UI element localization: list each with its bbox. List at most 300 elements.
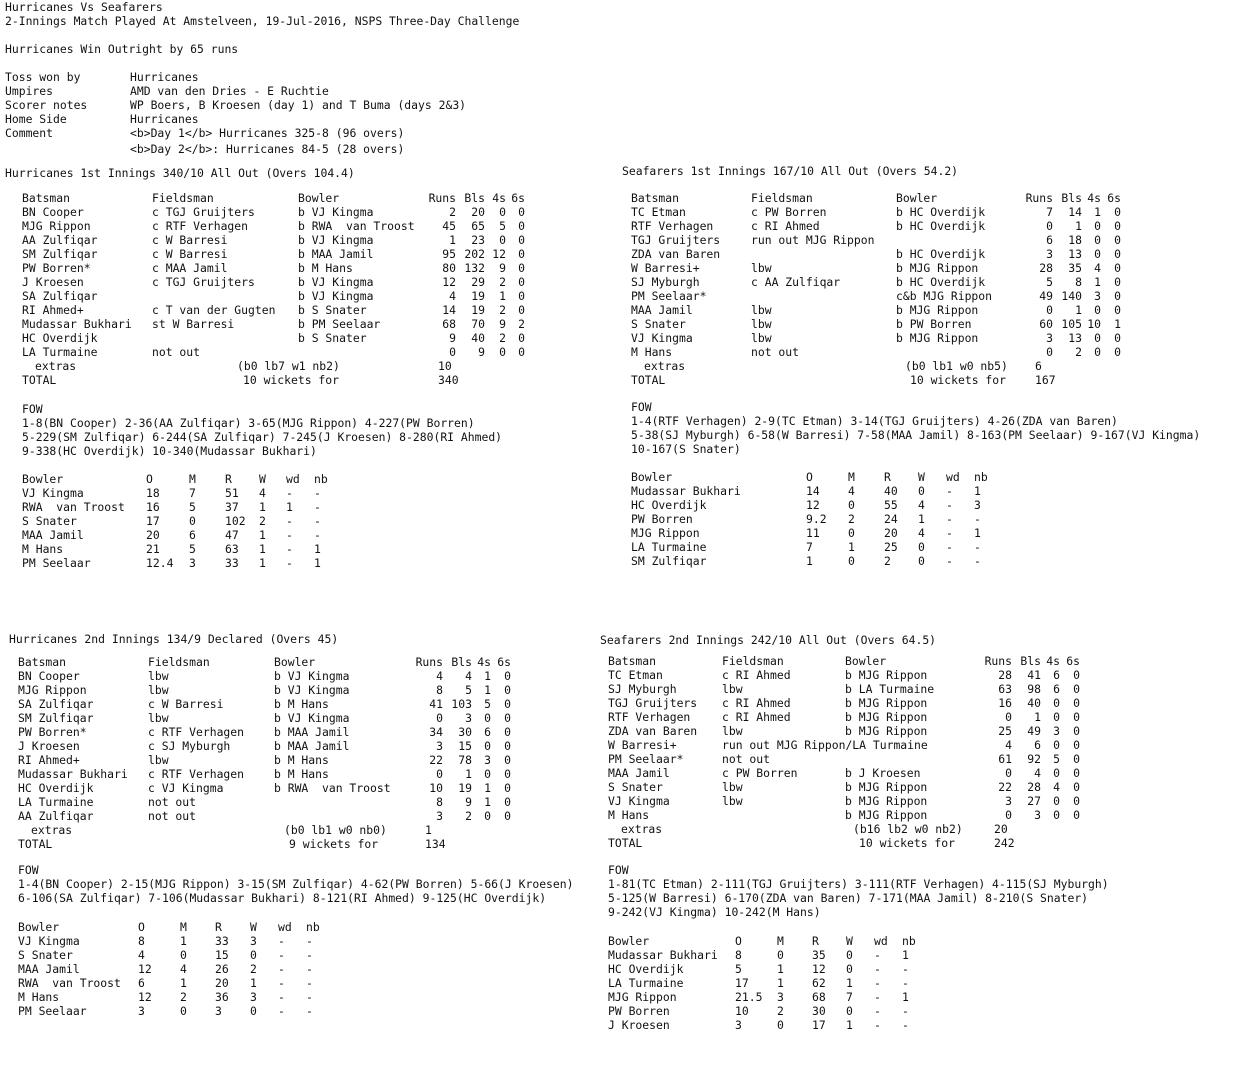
- runs-cell: 49: [1039, 289, 1053, 303]
- info-label: Umpires: [5, 84, 54, 98]
- wickets-cell: 0: [250, 1004, 257, 1018]
- batsman-name: BN Cooper: [22, 205, 84, 219]
- bowling-row: [5, 500, 595, 514]
- wickets-cell: W: [846, 934, 853, 948]
- info-value: Hurricanes: [130, 70, 199, 84]
- bowler-name: LA Turmaine: [631, 540, 707, 554]
- sixes-cell: 0: [504, 767, 511, 781]
- noballs-cell: -: [902, 1018, 909, 1032]
- bowling-row: [600, 976, 1220, 990]
- runs-conceded-cell: 3: [215, 1004, 222, 1018]
- balls-cell: 40: [1027, 696, 1041, 710]
- runs-cell: Runs: [415, 655, 443, 669]
- dismissal-bowler: b MJG Rippon: [845, 780, 928, 794]
- sixes-cell: 0: [518, 233, 525, 247]
- runs-cell: 0: [436, 711, 443, 725]
- wides-cell: wd: [874, 934, 888, 948]
- maidens-cell: 1: [180, 934, 187, 948]
- wickets-cell: 3: [250, 934, 257, 948]
- batsman-name: LA Turmaine: [22, 345, 98, 359]
- noballs-cell: 1: [974, 526, 981, 540]
- sixes-cell: 0: [1114, 205, 1121, 219]
- sixes-cell: 0: [504, 809, 511, 823]
- bowling-row: [9, 934, 599, 948]
- dismissal-bowler: b MJG Rippon: [845, 696, 928, 710]
- bowler-name: J Kroesen: [608, 1018, 670, 1032]
- batting-row: [9, 669, 599, 683]
- fours-cell: 0: [1094, 233, 1101, 247]
- fow-line: 1-8(BN Cooper) 2-36(AA Zulfiqar) 3-65(MJG Rippon) 4-227(PW Borren): [22, 416, 475, 430]
- fours-cell: 0: [1053, 794, 1060, 808]
- total-value: 167: [1035, 373, 1056, 387]
- wickets-cell: 1: [846, 1018, 853, 1032]
- info-value: WP Boers, B Kroesen (day 1) and T Buma (days 2&3): [130, 98, 467, 112]
- balls-cell: 4: [465, 669, 472, 683]
- info-value: <b>Day 1</b> Hurricanes 325-8 (96 overs): [130, 126, 405, 140]
- wickets-text: 9 wickets for: [289, 837, 379, 851]
- dismissal-fieldsman: c AA Zulfiqar: [751, 275, 841, 289]
- runs-cell: 4: [1005, 738, 1012, 752]
- sixes-cell: 6s: [1066, 654, 1080, 668]
- wides-cell: -: [874, 1018, 881, 1032]
- runs-conceded-cell: 37: [225, 500, 239, 514]
- balls-cell: 1: [1075, 219, 1082, 233]
- dismissal-fieldsman: c TGJ Gruijters: [152, 275, 255, 289]
- total-label: TOTAL: [18, 837, 53, 851]
- sixes-cell: 0: [1114, 303, 1121, 317]
- balls-cell: 65: [471, 219, 485, 233]
- maidens-cell: 3: [189, 556, 196, 570]
- overs-cell: 12.4: [146, 556, 174, 570]
- wickets-cell: 1: [259, 542, 266, 556]
- sixes-cell: 0: [504, 781, 511, 795]
- batsman-name: AA Zulfiqar: [18, 809, 94, 823]
- noballs-cell: -: [314, 500, 321, 514]
- overs-cell: 12: [138, 990, 152, 1004]
- runs-conceded-cell: 35: [812, 948, 826, 962]
- runs-conceded-cell: 36: [215, 990, 229, 1004]
- maidens-cell: 7: [189, 486, 196, 500]
- fow-line: 6-106(SA Zulfiqar) 7-106(Mudassar Bukhari) 8-121(RI Ahmed) 9-125(HC Overdijk): [18, 891, 547, 905]
- noballs-cell: -: [306, 976, 313, 990]
- maidens-cell: 0: [777, 948, 784, 962]
- runs-cell: 22: [429, 753, 443, 767]
- dismissal-fieldsman: c W Barresi: [152, 247, 228, 261]
- batsman-name: PM Seelaar*: [631, 289, 707, 303]
- maidens-cell: 2: [180, 990, 187, 1004]
- sixes-cell: 0: [504, 739, 511, 753]
- bowler-name: MJG Rippon: [631, 526, 700, 540]
- wickets-cell: 1: [259, 528, 266, 542]
- runs-conceded-cell: 20: [215, 976, 229, 990]
- maidens-cell: M: [777, 934, 784, 948]
- bowling-row: [5, 556, 595, 570]
- innings-hurricanes-2nd: [9, 632, 599, 1032]
- batsman-name: SM Zulfiqar: [22, 247, 98, 261]
- balls-cell: 23: [471, 233, 485, 247]
- dismissal-fieldsman: lbw: [751, 261, 772, 275]
- dismissal-bowler: b HC Overdijk: [896, 247, 986, 261]
- wides-cell: -: [286, 514, 293, 528]
- dismissal-bowler: b MJG Rippon: [896, 303, 979, 317]
- innings-title: Seafarers 1st Innings 167/10 All Out (Overs 54.2): [622, 164, 959, 178]
- balls-cell: 13: [1068, 247, 1082, 261]
- bowler-name: M Hans: [18, 990, 60, 1004]
- dismissal-fieldsman: lbw: [722, 780, 743, 794]
- runs-cell: 68: [442, 317, 456, 331]
- dismissal-bowler: b PW Borren: [896, 317, 972, 331]
- runs-conceded-cell: 24: [884, 512, 898, 526]
- batsman-name: W Barresi+: [608, 738, 677, 752]
- dismissal-bowler: Bowler: [274, 655, 316, 669]
- sixes-cell: 0: [518, 303, 525, 317]
- batsman-name: MAA Jamil: [631, 303, 693, 317]
- sixes-cell: 0: [518, 275, 525, 289]
- dismissal-bowler: b VJ Kingma: [274, 669, 350, 683]
- bowler-name: MAA Jamil: [18, 962, 80, 976]
- maidens-cell: M: [180, 920, 187, 934]
- dismissal-bowler: b HC Overdijk: [896, 219, 986, 233]
- runs-cell: 34: [429, 725, 443, 739]
- fours-cell: 5: [499, 219, 506, 233]
- sixes-cell: 0: [504, 697, 511, 711]
- balls-cell: 105: [1061, 317, 1082, 331]
- overs-cell: 3: [735, 1018, 742, 1032]
- runs-conceded-cell: 63: [225, 542, 239, 556]
- overs-cell: 17: [735, 976, 749, 990]
- fours-cell: 4s: [477, 655, 491, 669]
- fours-cell: 9: [499, 317, 506, 331]
- info-row: [5, 126, 605, 140]
- maidens-cell: 0: [189, 514, 196, 528]
- runs-conceded-cell: R: [884, 470, 891, 484]
- fours-cell: 0: [1053, 696, 1060, 710]
- balls-cell: 8: [1075, 275, 1082, 289]
- wides-cell: -: [874, 1004, 881, 1018]
- dismissal-fieldsman: c W Barresi: [148, 697, 224, 711]
- maidens-cell: 2: [777, 1004, 784, 1018]
- fow-line: 5-125(W Barresi) 6-170(ZDA van Baren) 7-171(MAA Jamil) 8-210(S Snater): [608, 891, 1089, 905]
- sixes-cell: 0: [1073, 794, 1080, 808]
- fours-cell: 2: [499, 303, 506, 317]
- noballs-cell: -: [902, 976, 909, 990]
- maidens-cell: M: [189, 472, 196, 486]
- runs-cell: 4: [436, 669, 443, 683]
- balls-cell: 14: [1068, 205, 1082, 219]
- wickets-cell: 0: [250, 948, 257, 962]
- batsman-name: PW Borren*: [22, 261, 91, 275]
- batsman-name: RTF Verhagen: [631, 219, 714, 233]
- batting-row: [600, 780, 1220, 794]
- balls-cell: 3: [1034, 808, 1041, 822]
- fow-label: FOW: [22, 402, 43, 416]
- maidens-cell: 5: [189, 542, 196, 556]
- batsman-name: J Kroesen: [18, 739, 80, 753]
- wides-cell: -: [278, 948, 285, 962]
- batting-row: [600, 710, 1220, 724]
- extras-total: 20: [994, 822, 1008, 836]
- wides-cell: -: [278, 990, 285, 1004]
- extras-detail: (b0 lb1 w0 nb0): [284, 823, 387, 837]
- dismissal-bowler: b MJG Rippon: [845, 668, 928, 682]
- sixes-cell: 0: [518, 205, 525, 219]
- fow-label: FOW: [608, 863, 629, 877]
- sixes-cell: 6s: [1107, 191, 1121, 205]
- balls-cell: 40: [471, 331, 485, 345]
- dismissal-fieldsman: c RTF Verhagen: [148, 767, 245, 781]
- balls-cell: 20: [471, 205, 485, 219]
- dismissal-fieldsman: c RI Ahmed: [722, 696, 791, 710]
- info-value: Hurricanes: [130, 112, 199, 126]
- overs-cell: 4: [138, 948, 145, 962]
- dismissal-bowler: b MJG Rippon: [845, 710, 928, 724]
- runs-conceded-cell: 30: [812, 1004, 826, 1018]
- balls-cell: 4: [1034, 766, 1041, 780]
- batting-row: [600, 682, 1220, 696]
- info-label: Comment: [5, 126, 54, 140]
- runs-cell: 0: [1046, 345, 1053, 359]
- bowler-name: HC Overdijk: [631, 498, 707, 512]
- batting-row: [9, 767, 599, 781]
- extras-detail: (b0 lb7 w1 nb2): [237, 359, 340, 373]
- extras-detail: (b16 lb2 w0 nb2): [853, 822, 963, 836]
- runs-cell: 80: [442, 261, 456, 275]
- bowling-header: [5, 472, 595, 486]
- maidens-cell: 0: [848, 526, 855, 540]
- bowling-row: [622, 512, 1232, 526]
- bowler-name: MAA Jamil: [22, 528, 84, 542]
- fow-line: 1-4(BN Cooper) 2-15(MJG Rippon) 3-15(SM Zulfiqar) 4-62(PW Borren) 5-66(J Kroesen): [18, 877, 574, 891]
- dismissal-fieldsman: not out: [152, 345, 201, 359]
- dismissal-fieldsman: lbw: [148, 669, 169, 683]
- runs-conceded-cell: 47: [225, 528, 239, 542]
- balls-cell: 41: [1027, 668, 1041, 682]
- noballs-cell: -: [306, 934, 313, 948]
- batsman-name: SM Zulfiqar: [18, 711, 94, 725]
- dismissal-fieldsman: c W Barresi: [152, 233, 228, 247]
- bowling-row: [9, 976, 599, 990]
- runs-cell: 3: [1046, 331, 1053, 345]
- balls-cell: 132: [464, 261, 485, 275]
- bowling-row: [600, 962, 1220, 976]
- overs-cell: 10: [735, 1004, 749, 1018]
- runs-conceded-cell: R: [225, 472, 232, 486]
- dismissal-bowler: b VJ Kingma: [298, 289, 374, 303]
- balls-cell: 15: [458, 739, 472, 753]
- runs-cell: Runs: [428, 191, 456, 205]
- maidens-cell: 0: [848, 498, 855, 512]
- runs-cell: 2: [449, 205, 456, 219]
- batsman-name: TGJ Gruijters: [608, 696, 698, 710]
- runs-cell: 0: [449, 345, 456, 359]
- info-row: [5, 98, 605, 112]
- wides-cell: -: [278, 934, 285, 948]
- batsman-name: SA Zulfiqar: [22, 289, 98, 303]
- total-row: [5, 373, 595, 387]
- fours-cell: 0: [484, 711, 491, 725]
- dismissal-fieldsman: not out: [722, 752, 771, 766]
- runs-conceded-cell: 2: [884, 554, 891, 568]
- maidens-cell: 0: [777, 1018, 784, 1032]
- dismissal-fieldsman: not out: [751, 345, 800, 359]
- dismissal-bowler: b RWA van Troost: [298, 219, 415, 233]
- info-value: <b>Day 2</b>: Hurricanes 84-5 (28 overs): [130, 142, 405, 156]
- batting-row: [9, 683, 599, 697]
- bowler-name: Bowler: [631, 470, 673, 484]
- noballs-cell: -: [306, 962, 313, 976]
- batsman-name: MJG Rippon: [22, 219, 91, 233]
- balls-cell: 18: [1068, 233, 1082, 247]
- balls-cell: 98: [1027, 682, 1041, 696]
- dismissal-bowler: b MJG Rippon: [845, 794, 928, 808]
- dismissal-fieldsman: lbw: [148, 753, 169, 767]
- batsman-name: SJ Myburgh: [631, 275, 700, 289]
- fours-cell: 5: [1053, 752, 1060, 766]
- balls-cell: Bls: [1061, 191, 1082, 205]
- bowler-name: PM Seelaar: [18, 1004, 87, 1018]
- dismissal-fieldsman: lbw: [148, 711, 169, 725]
- noballs-cell: -: [974, 512, 981, 526]
- wickets-cell: W: [250, 920, 257, 934]
- fours-cell: 1: [484, 795, 491, 809]
- innings-seafarers-2nd: [600, 633, 1220, 1043]
- noballs-cell: -: [902, 1004, 909, 1018]
- noballs-cell: 1: [974, 484, 981, 498]
- balls-cell: 202: [464, 247, 485, 261]
- wickets-cell: 2: [250, 962, 257, 976]
- runs-cell: 1: [449, 233, 456, 247]
- extras-label: extras: [31, 823, 73, 837]
- fow-line: 1-81(TC Etman) 2-111(TGJ Gruijters) 3-111(RTF Verhagen) 4-115(SJ Myburgh): [608, 877, 1109, 891]
- bowler-name: PW Borren: [608, 1004, 670, 1018]
- batting-row: [622, 233, 1232, 247]
- batsman-name: RI Ahmed+: [18, 753, 80, 767]
- fours-cell: 0: [499, 205, 506, 219]
- overs-cell: 7: [806, 540, 813, 554]
- bowler-name: S Snater: [18, 948, 73, 962]
- fours-cell: 0: [484, 767, 491, 781]
- noballs-cell: 1: [314, 556, 321, 570]
- wides-cell: -: [946, 512, 953, 526]
- wides-cell: -: [874, 948, 881, 962]
- innings-hurricanes-1st: [5, 166, 595, 576]
- maidens-cell: 4: [848, 484, 855, 498]
- bowler-name: Mudassar Bukhari: [608, 948, 718, 962]
- sixes-cell: 2: [518, 317, 525, 331]
- batsman-name: VJ Kingma: [631, 331, 693, 345]
- dismissal-fieldsman: c RI Ahmed: [722, 710, 791, 724]
- wides-cell: -: [874, 990, 881, 1004]
- noballs-cell: -: [974, 554, 981, 568]
- noballs-cell: -: [974, 540, 981, 554]
- wickets-text: 10 wickets for: [859, 836, 956, 850]
- overs-cell: 8: [735, 948, 742, 962]
- dismissal-fieldsman: c RI Ahmed: [751, 219, 820, 233]
- runs-cell: 0: [1005, 766, 1012, 780]
- fours-cell: 0: [484, 739, 491, 753]
- batting-row: [622, 261, 1232, 275]
- batsman-name: HC Overdijk: [22, 331, 98, 345]
- dismissal-fieldsman: lbw: [751, 303, 772, 317]
- fours-cell: 4: [1053, 780, 1060, 794]
- bowler-name: Bowler: [608, 934, 650, 948]
- sixes-cell: 0: [518, 331, 525, 345]
- noballs-cell: nb: [974, 470, 988, 484]
- dismissal-bowler: b MJG Rippon: [896, 331, 979, 345]
- runs-conceded-cell: 68: [812, 990, 826, 1004]
- dismissal-fieldsman: lbw: [751, 317, 772, 331]
- extras-total: 10: [438, 359, 452, 373]
- bowler-name: Bowler: [22, 472, 64, 486]
- fours-cell: 1: [1094, 205, 1101, 219]
- bowling-row: [600, 990, 1220, 1004]
- batting-row: [600, 724, 1220, 738]
- total-value: 340: [438, 373, 459, 387]
- balls-cell: 70: [471, 317, 485, 331]
- dismissal-fieldsman: Fieldsman: [722, 654, 784, 668]
- batting-row: [622, 289, 1232, 303]
- dismissal-bowler: b S Snater: [298, 331, 367, 345]
- batting-row: [600, 794, 1220, 808]
- batsman-name: M Hans: [631, 345, 673, 359]
- balls-cell: 6: [1034, 738, 1041, 752]
- extras-label: extras: [644, 359, 686, 373]
- runs-conceded-cell: 15: [215, 948, 229, 962]
- runs-cell: 61: [998, 752, 1012, 766]
- dismissal-fieldsman: lbw: [751, 331, 772, 345]
- noballs-cell: 1: [902, 990, 909, 1004]
- noballs-cell: nb: [902, 934, 916, 948]
- runs-conceded-cell: 51: [225, 486, 239, 500]
- dismissal-fieldsman: not out: [148, 809, 197, 823]
- sixes-cell: 0: [1114, 247, 1121, 261]
- wides-cell: -: [946, 498, 953, 512]
- batsman-name: LA Turmaine: [18, 795, 94, 809]
- balls-cell: 3: [465, 711, 472, 725]
- extras-row: [600, 822, 1220, 836]
- sixes-cell: 0: [1114, 345, 1121, 359]
- info-label: Toss won by: [5, 70, 81, 84]
- balls-cell: 9: [478, 345, 485, 359]
- info-label: Scorer notes: [5, 98, 88, 112]
- bowling-row: [622, 526, 1232, 540]
- fours-cell: 0: [499, 233, 506, 247]
- batsman-name: Batsman: [631, 191, 680, 205]
- fours-cell: 6: [1053, 682, 1060, 696]
- bowler-name: Mudassar Bukhari: [631, 484, 741, 498]
- wickets-cell: 0: [846, 1004, 853, 1018]
- fours-cell: 3: [1053, 724, 1060, 738]
- wides-cell: -: [946, 526, 953, 540]
- extras-total: 6: [1035, 359, 1042, 373]
- overs-cell: 11: [806, 526, 820, 540]
- noballs-cell: nb: [306, 920, 320, 934]
- dismissal-bowler: b M Hans: [274, 753, 329, 767]
- noballs-cell: 3: [974, 498, 981, 512]
- dismissal-fieldsman: run out MJG Rippon/LA Turmaine: [722, 738, 928, 752]
- balls-cell: 19: [471, 289, 485, 303]
- wides-cell: -: [946, 554, 953, 568]
- fours-cell: 6: [1053, 668, 1060, 682]
- dismissal-bowler: b HC Overdijk: [896, 205, 986, 219]
- runs-cell: 3: [436, 739, 443, 753]
- batsman-name: Batsman: [608, 654, 657, 668]
- info-row: [5, 112, 605, 126]
- batsman-name: RTF Verhagen: [608, 710, 691, 724]
- bowling-row: [5, 486, 595, 500]
- batsman-name: Batsman: [18, 655, 67, 669]
- maidens-cell: 1: [848, 540, 855, 554]
